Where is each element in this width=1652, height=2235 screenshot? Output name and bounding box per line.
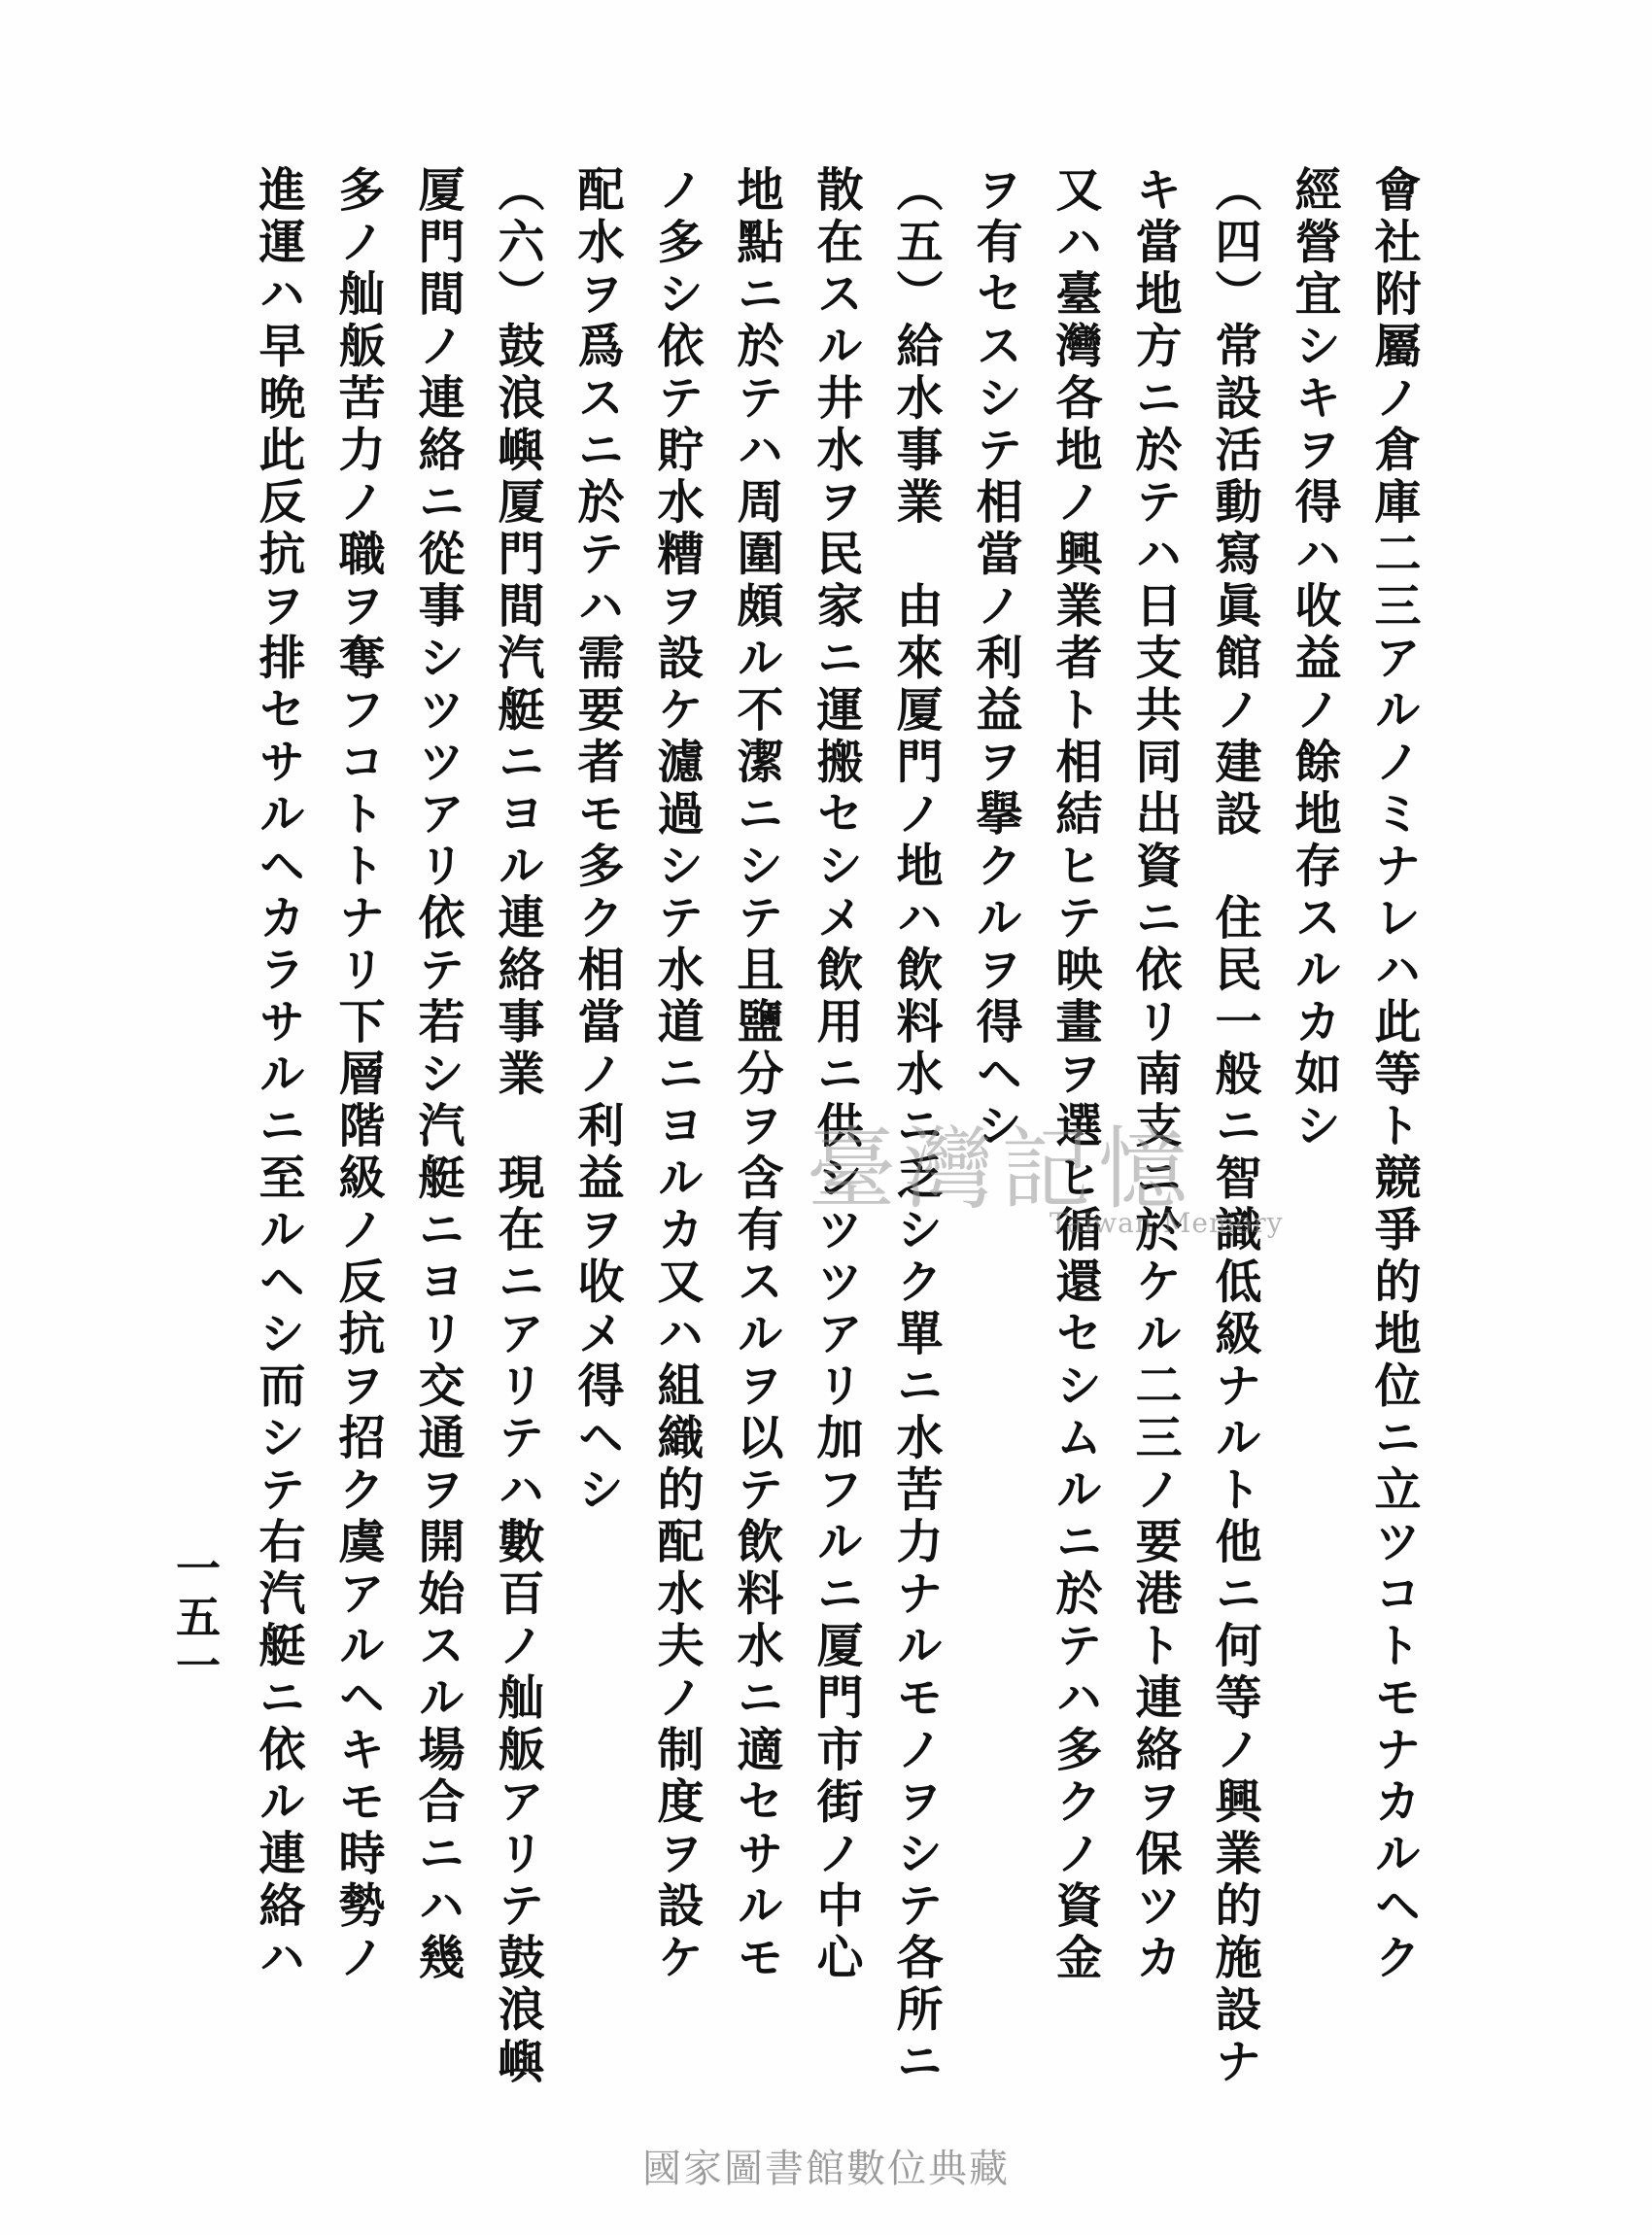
text-column-13: 厦門間ノ連絡ニ從事シツツアリ依テ若シ汽艇ニヨリ交通ヲ開始スル場合ニハ幾 <box>410 165 465 1985</box>
text-column-7: （五）給水事業 由來厦門ノ地ハ飲料水ニ乏シク單ニ水苦力ナルモノヲシテ各所ニ <box>888 165 943 2089</box>
watermark-subtext: Taiwan Memory <box>1050 1207 1284 1239</box>
text-column-9: 地點ニ於テハ周圍頗ル不潔ニシテ且鹽分ヲ含有スルヲ以テ飲料水ニ適セサルモ <box>729 165 783 1985</box>
page-number: 一五一 <box>169 1545 222 1691</box>
footer-credit: 國家圖書館數位典藏 <box>642 2147 1010 2191</box>
text-column-4: キ當地方ニ於テハ日支共同出資ニ依リ南支ニ於ケル二三ノ要港ト連絡ヲ保ツカ <box>1127 165 1182 1985</box>
text-column-5: 又ハ臺灣各地ノ興業者ト相結ヒテ映畫ヲ選ヒ循還セシムルニ於テハ多クノ資金 <box>1048 165 1102 1985</box>
text-column-10: ノ多シ依テ貯水糟ヲ設ケ濾過シテ水道ニヨルカ又ハ組織的配水夫ノ制度ヲ設ケ <box>649 165 704 1985</box>
text-column-1: 會社附屬ノ倉庫二三アルノミナレハ此等ト競爭的地位ニ立ツコトモナカルヘク <box>1366 165 1421 1985</box>
text-column-14: 多ノ舢舨苦力ノ職ヲ奪フコトトナリ下層階級ノ反抗ヲ招ク虞アルヘキモ時勢ノ <box>330 165 385 1985</box>
text-column-6: ヲ有セスシテ相當ノ利益ヲ擧クルヲ得ヘシ <box>968 165 1022 1153</box>
text-column-8: 散在スル井水ヲ民家ニ運搬セシメ飲用ニ供シツツアリ加フルニ厦門市街ノ中心 <box>809 165 863 1985</box>
text-column-11: 配水ヲ爲スニ於テハ需要者モ多ク相當ノ利益ヲ收メ得ヘシ <box>569 165 624 1517</box>
watermark-text: 臺灣記憶 <box>807 1118 1196 1221</box>
text-column-3: （四）常設活動寫眞館ノ建設 住民一般ニ智識低級ナルト他ニ何等ノ興業的施設ナ <box>1207 165 1261 2089</box>
text-column-2: 經營宜シキヲ得ハ收益ノ餘地存スルカ如シ <box>1287 165 1341 1153</box>
watermark-logo <box>807 1098 1284 1239</box>
text-column-12: （六）鼓浪嶼厦門間汽艇ニヨル連絡事業 現在ニアリテハ數百ノ舢舨アリテ鼓浪嶼 <box>490 165 544 2089</box>
text-column-15: 進運ハ早晩此反抗ヲ排セサルヘカラサルニ至ルヘシ而シテ右汽艇ニ依ル連絡ハ <box>251 165 305 1985</box>
